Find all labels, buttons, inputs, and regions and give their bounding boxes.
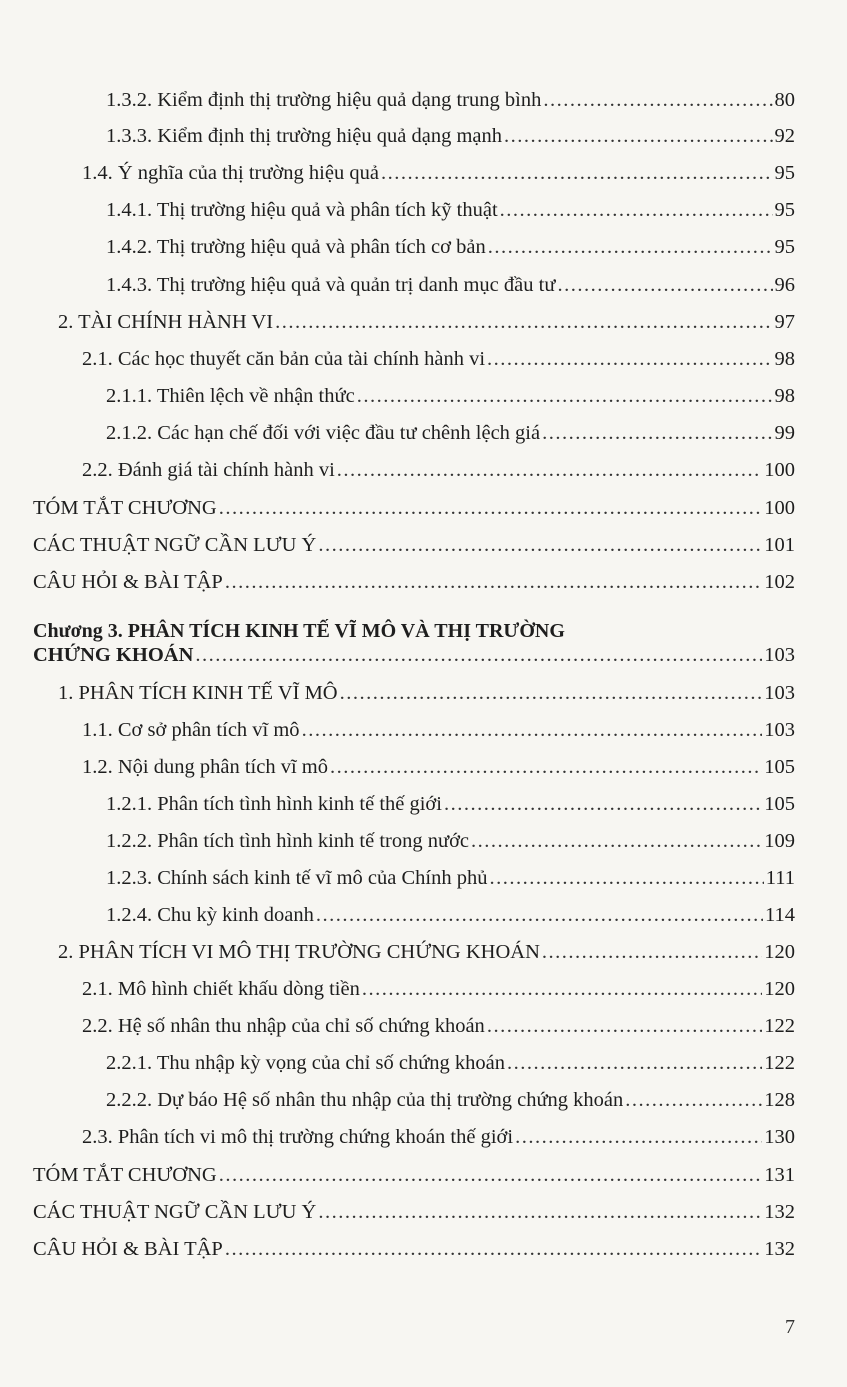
toc-entry-title: 2.2. Đánh giá tài chính hành vi xyxy=(82,459,335,481)
page-number: 7 xyxy=(785,1316,795,1338)
toc-entry xyxy=(106,829,795,855)
toc-entry xyxy=(33,496,795,522)
toc-entry-title: 1.4.2. Thị trường hiệu quả và phân tích cơ bản xyxy=(106,236,486,258)
toc-entry-page: 100 xyxy=(764,497,795,519)
toc-entry-page: 114 xyxy=(765,904,795,926)
toc-entry-page: 105 xyxy=(764,756,795,778)
toc-entry-page: 96 xyxy=(774,274,795,296)
toc-entry-page: 102 xyxy=(764,571,795,593)
chapter-heading: Chương 3. PHÂN TÍCH KINH TẾ VĨ MÔ VÀ THỊ TRƯỜNG xyxy=(33,620,565,642)
toc-entry-title: 1. PHÂN TÍCH KINH TẾ VĨ MÔ xyxy=(58,682,338,704)
toc-entry xyxy=(33,570,795,596)
toc-entry-title: CÁC THUẬT NGỮ CẦN LƯU Ý xyxy=(33,534,317,556)
toc-entry xyxy=(106,273,795,299)
toc-entry xyxy=(82,977,795,1003)
dot-leader xyxy=(504,124,772,148)
toc-entry-page: 122 xyxy=(764,1015,795,1037)
toc-entry-title: 2.2.2. Dự báo Hệ số nhân thu nhập của thị trường chứng khoán xyxy=(106,1089,624,1111)
dot-leader xyxy=(487,347,772,371)
toc-entry xyxy=(33,533,795,559)
toc-entry-page: 130 xyxy=(764,1126,795,1148)
dot-leader xyxy=(471,829,762,853)
dot-leader xyxy=(488,235,773,259)
toc-entry-page: 99 xyxy=(774,422,795,444)
toc-entry-page: 131 xyxy=(764,1164,795,1186)
dot-leader xyxy=(302,718,763,742)
toc-entry-page: 95 xyxy=(774,236,795,258)
dot-leader xyxy=(225,570,762,594)
toc-entry-title: 1.3.2. Kiểm định thị trường hiệu quả dạng trung bình xyxy=(106,89,542,111)
dot-leader xyxy=(330,755,762,779)
toc-entry-title: 2.1.1. Thiên lệch về nhận thức xyxy=(106,385,355,407)
dot-leader xyxy=(340,681,763,705)
toc-entry-title: 1.4.1. Thị trường hiệu quả và phân tích kỹ thuật xyxy=(106,199,498,221)
toc-entry-page: 98 xyxy=(774,348,795,370)
dot-leader xyxy=(195,643,762,667)
toc-entry-page: 132 xyxy=(764,1201,795,1223)
toc-entry xyxy=(106,421,795,447)
toc-entry-page: 95 xyxy=(774,162,795,184)
toc-entry-chapter xyxy=(33,643,795,669)
toc-entry xyxy=(58,940,795,966)
dot-leader xyxy=(515,1125,762,1149)
toc-entry-page: 97 xyxy=(774,311,795,333)
toc-entry xyxy=(106,88,795,114)
dot-leader xyxy=(219,1163,763,1187)
toc-entry-page: 92 xyxy=(774,125,795,147)
dot-leader xyxy=(507,1051,762,1075)
toc-entry-title: 2.1. Các học thuyết căn bản của tài chính hành vi xyxy=(82,348,486,370)
toc-entry-title: 1.4. Ý nghĩa của thị trường hiệu quả xyxy=(82,162,379,184)
dot-leader xyxy=(557,273,772,297)
toc-entry-page: 80 xyxy=(774,89,795,111)
toc-entry-title: 1.4.3. Thị trường hiệu quả và quản trị danh mục đầu tư xyxy=(106,274,556,296)
dot-leader xyxy=(225,1237,762,1261)
toc-entry-page: 120 xyxy=(764,978,795,1000)
toc-entry xyxy=(106,1051,795,1077)
toc-entry-page: 103 xyxy=(764,644,795,666)
toc-entry xyxy=(33,1237,795,1263)
dot-leader xyxy=(381,161,773,185)
toc-entry xyxy=(106,124,795,150)
dot-leader xyxy=(337,458,762,482)
toc-entry xyxy=(106,903,795,929)
dot-leader xyxy=(500,198,773,222)
toc-entry-title: 1.3.3. Kiểm định thị trường hiệu quả dạng mạnh xyxy=(106,125,503,147)
toc-entry xyxy=(106,384,795,410)
toc-entry-title: 2.2. Hệ số nhân thu nhập của chỉ số chứng khoán xyxy=(82,1015,485,1037)
toc-entry-page: 111 xyxy=(765,867,795,889)
toc-entry-title: 2. PHÂN TÍCH VI MÔ THỊ TRƯỜNG CHỨNG KHOÁN xyxy=(58,941,540,963)
dot-leader xyxy=(625,1088,762,1112)
toc-entry-page: 101 xyxy=(764,534,795,556)
toc-entry-title: CÁC THUẬT NGỮ CẦN LƯU Ý xyxy=(33,1201,317,1223)
dot-leader xyxy=(487,1014,762,1038)
toc-entry-title: 1.1. Cơ sở phân tích vĩ mô xyxy=(82,719,300,741)
toc-entry xyxy=(106,198,795,224)
toc-entry xyxy=(106,866,795,892)
dot-leader xyxy=(490,866,764,890)
toc-entry-title: CÂU HỎI & BÀI TẬP xyxy=(33,571,223,593)
toc-entry-title: 2.1. Mô hình chiết khấu dòng tiền xyxy=(82,978,360,1000)
toc-entry xyxy=(82,347,795,373)
toc-entry xyxy=(33,1163,795,1189)
dot-leader xyxy=(542,940,762,964)
toc-entry-title: TÓM TẮT CHƯƠNG xyxy=(33,497,217,519)
toc-entry-title: 1.2.4. Chu kỳ kinh doanh xyxy=(106,904,314,926)
dot-leader xyxy=(318,533,762,557)
dot-leader xyxy=(357,384,773,408)
dot-leader xyxy=(542,421,772,445)
toc-entry-page: 132 xyxy=(764,1238,795,1260)
dot-leader xyxy=(316,903,763,927)
toc-entry-page: 103 xyxy=(764,719,795,741)
toc-entry-title: CÂU HỎI & BÀI TẬP xyxy=(33,1238,223,1260)
toc-entry xyxy=(106,792,795,818)
toc-entry-title: 2.3. Phân tích vi mô thị trường chứng khoán thế giới xyxy=(82,1126,514,1148)
toc-entry-page: 105 xyxy=(764,793,795,815)
toc-entry-page: 109 xyxy=(764,830,795,852)
toc-entry-title: 1.2.3. Chính sách kinh tế vĩ mô của Chính phủ xyxy=(106,867,488,889)
toc-entry xyxy=(82,1125,795,1151)
toc-entry xyxy=(82,718,795,744)
toc-entry-page: 100 xyxy=(764,459,795,481)
toc-entry-title: 2. TÀI CHÍNH HÀNH VI xyxy=(58,311,274,333)
toc-entry-page: 120 xyxy=(764,941,795,963)
dot-leader xyxy=(543,88,772,112)
toc-entry xyxy=(106,1088,795,1114)
toc-entry-title: 1.2. Nội dung phân tích vĩ mô xyxy=(82,756,328,778)
dot-leader xyxy=(275,310,772,334)
dot-leader xyxy=(362,977,762,1001)
dot-leader xyxy=(219,496,763,520)
toc-entry xyxy=(58,310,795,336)
toc-entry-page: 98 xyxy=(774,385,795,407)
toc-entry-page: 95 xyxy=(774,199,795,221)
dot-leader xyxy=(318,1200,762,1224)
toc-entry xyxy=(106,235,795,261)
toc-entry-page: 122 xyxy=(764,1052,795,1074)
toc-entry-title: CHỨNG KHOÁN xyxy=(33,644,194,666)
toc-entry xyxy=(82,755,795,781)
toc-entry xyxy=(82,458,795,484)
toc-entry xyxy=(82,1014,795,1040)
toc-entry xyxy=(58,681,795,707)
toc-entry xyxy=(33,1200,795,1226)
toc-entry xyxy=(82,161,795,187)
toc-entry-page: 103 xyxy=(764,682,795,704)
toc-entry-page: 128 xyxy=(764,1089,795,1111)
toc-entry-title: 2.2.1. Thu nhập kỳ vọng của chỉ số chứng khoán xyxy=(106,1052,506,1074)
toc-entry-title: 1.2.1. Phân tích tình hình kinh tế thế giới xyxy=(106,793,442,815)
toc-entry-title: 2.1.2. Các hạn chế đối với việc đầu tư chênh lệch giá xyxy=(106,422,541,444)
dot-leader xyxy=(444,792,762,816)
toc-entry-title: TÓM TẮT CHƯƠNG xyxy=(33,1164,217,1186)
toc-entry-title: 1.2.2. Phân tích tình hình kinh tế trong nước xyxy=(106,830,470,852)
